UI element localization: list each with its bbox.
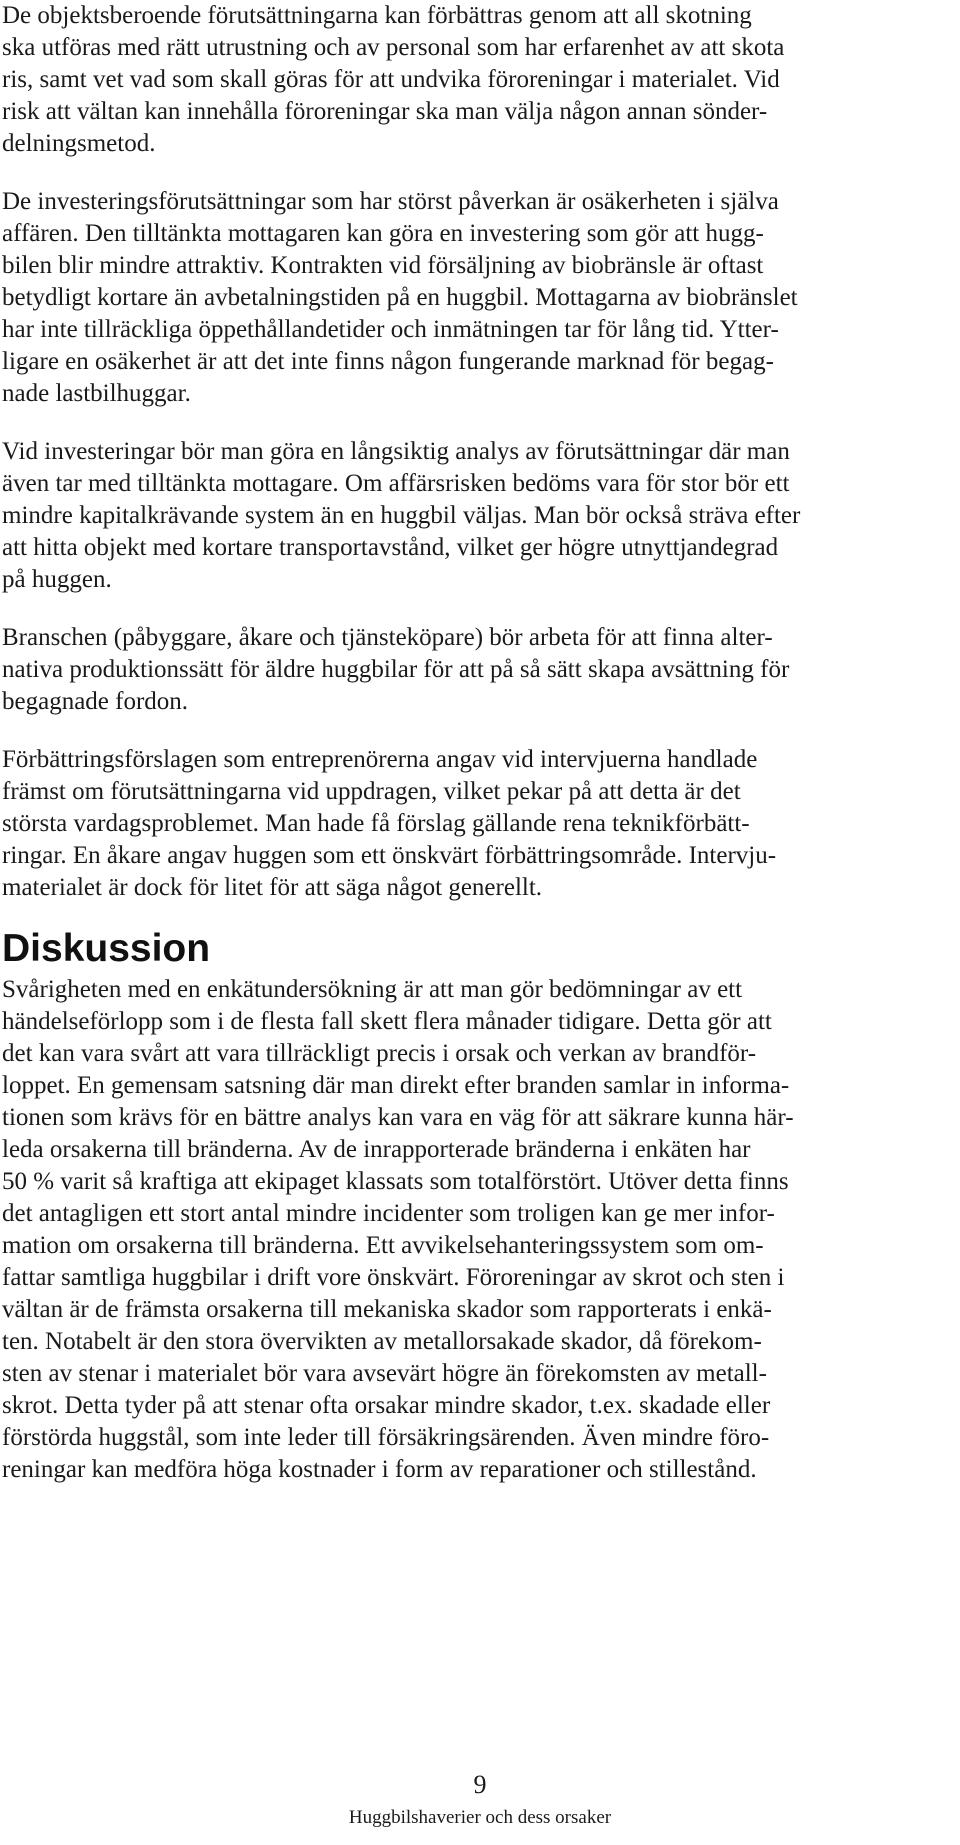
text-line: nade lastbilhuggar.: [2, 380, 191, 407]
text-line: fattar samtliga huggbilar i drift vore önskvärt. Föroreningar av skrot och sten i: [2, 1264, 785, 1291]
text-line: händelseförlopp som i de flesta fall skett flera månader tidigare. Detta gör att: [2, 1008, 772, 1035]
page-content: [2, 0, 950, 1486]
text-line: ringar. En åkare angav huggen som ett önskvärt förbättringsområde. Intervju-: [2, 842, 777, 869]
text-line: tionen som krävs för en bättre analys kan vara en väg för att säkrare kunna här-: [2, 1104, 794, 1131]
text-line: det kan vara svårt att vara tillräckligt precis i orsak och verkan av brandför-: [2, 1040, 757, 1067]
paragraph-spacer: [2, 410, 950, 436]
text-line: mation om orsakerna till bränderna. Ett avvikelsehanteringssystem som om-: [2, 1232, 764, 1259]
text-line: även tar med tilltänkta mottagare. Om affärsrisken bedöms vara för stor bör ett: [2, 470, 790, 497]
text-line: främst om förutsättningarna vid uppdragen, vilket pekar på att detta är det: [2, 778, 741, 805]
page-number: 9: [473, 1770, 487, 1799]
text-line: ris, samt vet vad som skall göras för att undvika föroreningar i materialet. Vid: [2, 66, 780, 93]
text-line: Branschen (påbyggare, åkare och tjänsteköpare) bör arbeta för att finna alter-: [2, 624, 773, 651]
paragraph-spacer: [2, 160, 950, 186]
paragraph-industry: [2, 622, 950, 718]
text-line: förstörda huggstål, som inte leder till försäkringsärenden. Även mindre föro-: [2, 1424, 770, 1451]
text-line: på huggen.: [2, 566, 112, 593]
text-line: loppet. En gemensam satsning där man direkt efter branden samlar in informa-: [2, 1072, 790, 1099]
text-line: De objektsberoende förutsättningarna kan förbättras genom att all skotning: [2, 2, 752, 29]
text-line: skrot. Detta tyder på att stenar ofta orsakar mindre skador, t.ex. skadade eller: [2, 1392, 771, 1419]
text-line: betydligt kortare än avbetalningstiden på en huggbil. Mottagarna av biobränslet: [2, 284, 798, 311]
text-line: delningsmetod.: [2, 130, 156, 157]
text-line: leda orsakerna till bränderna. Av de inrapporterade bränderna i enkäten har: [2, 1136, 751, 1163]
text-line: största vardagsproblemet. Man hade få förslag gällande rena teknikförbätt-: [2, 810, 750, 837]
paragraph-object-conditions: [2, 0, 950, 160]
text-line: vältan är de främsta orsakerna till mekaniska skador som rapporterats i enkä-: [2, 1296, 772, 1323]
text-line: att hitta objekt med kortare transportavstånd, vilket ger högre utnyttjandegrad: [2, 534, 779, 561]
text-line: bilen blir mindre attraktiv. Kontrakten vid försäljning av biobränsle är oftast: [2, 252, 764, 279]
paragraph-discussion: [2, 974, 950, 1486]
running-footer-title: Huggbilshaverier och dess orsaker: [348, 1807, 612, 1828]
text-line: Vid investeringar bör man göra en långsiktig analys av förutsättningar där man: [2, 438, 790, 465]
text-line: De investeringsförutsättningar som har störst påverkan är osäkerheten i själva: [2, 188, 779, 215]
text-line: Svårigheten med en enkätundersökning är att man gör bedömningar av ett: [2, 976, 743, 1003]
text-line: affären. Den tilltänkta mottagaren kan göra en investering som gör att hugg-: [2, 220, 764, 247]
text-line: ligare en osäkerhet är att det inte finns någon fungerande marknad för begag-: [2, 348, 774, 375]
paragraph-investment-conditions: [2, 186, 950, 410]
text-line: har inte tillräckliga öppethållandetider och inmätningen tar för lång tid. Ytter-: [2, 316, 779, 343]
text-line: begagnade fordon.: [2, 688, 189, 715]
paragraph-investment-analysis: [2, 436, 950, 596]
text-line: mindre kapitalkrävande system än en huggbil väljas. Man bör också sträva efter: [2, 502, 801, 529]
text-line: risk att vältan kan innehålla föroreningar ska man välja någon annan sönder-: [2, 98, 768, 125]
text-line: reningar kan medföra höga kostnader i form av reparationer och stillestånd.: [2, 1456, 757, 1483]
text-line: nativa produktionssätt för äldre huggbilar för att på så sätt skapa avsättning för: [2, 656, 790, 683]
paragraph-spacer: [2, 596, 950, 622]
text-line: det antagligen ett stort antal mindre incidenter som troligen kan ge mer infor-: [2, 1200, 775, 1227]
text-line: ten. Notabelt är den stora övervikten av metallorsakade skador, då förekom-: [2, 1328, 762, 1355]
text-line: sten av stenar i materialet bör vara avsevärt högre än förekomsten av metall-: [2, 1360, 767, 1387]
text-line: 50 % varit så kraftiga att ekipaget klassats som totalförstört. Utöver detta finns: [2, 1168, 789, 1195]
paragraph-improvement-proposals: [2, 744, 950, 904]
text-line: ska utföras med rätt utrustning och av personal som har erfarenhet av att skota: [2, 34, 785, 61]
text-line: Förbättringsförslagen som entreprenörerna angav vid intervjuerna handlade: [2, 746, 758, 773]
paragraph-spacer: [2, 718, 950, 744]
section-heading: Diskussion: [2, 927, 211, 970]
text-line: materialet är dock för litet för att säga något generellt.: [2, 874, 543, 901]
